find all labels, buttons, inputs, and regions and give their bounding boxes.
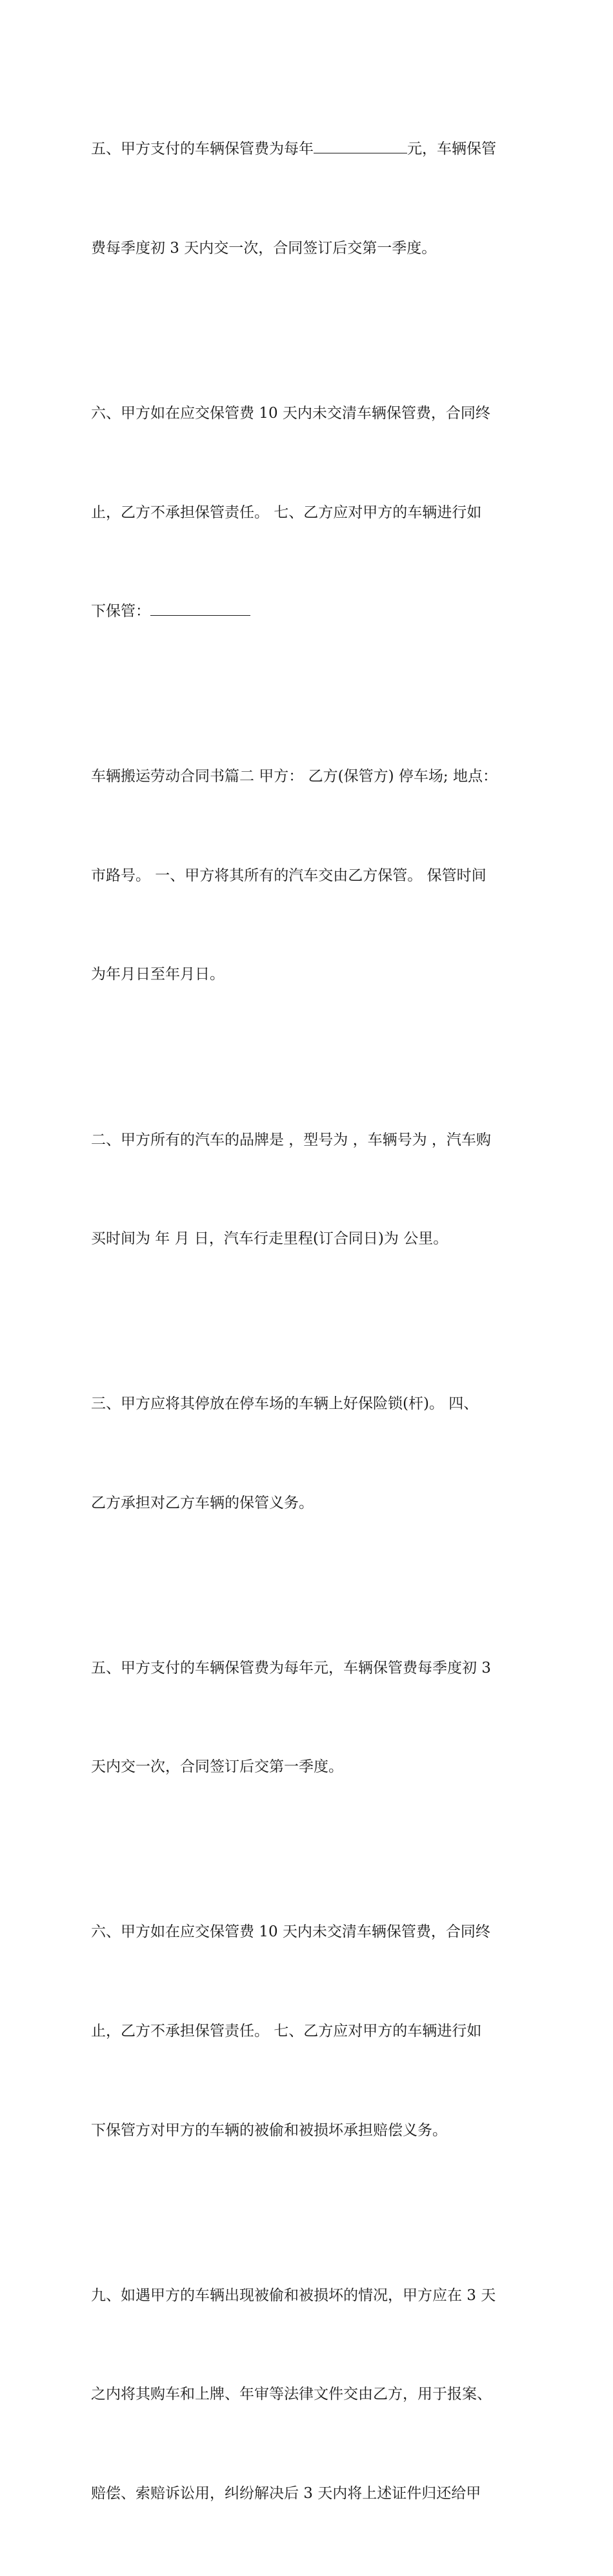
- clause-5-text-end: 元，车辆保管: [407, 141, 496, 158]
- text-line: [91, 133, 525, 166]
- text-line: 止，乙方不承担保管责任。 七、乙方应对甲方的车辆进行如: [91, 2022, 482, 2040]
- clause-5-paragraph: [91, 1586, 525, 1850]
- text-line: 止，乙方不承担保管责任。 七、乙方应对甲方的车辆进行如: [91, 504, 482, 521]
- text-line: 五、甲方支付的车辆保管费为每年元，车辆保管费每季度初 3: [91, 1659, 491, 1676]
- text-line: 买时间为 年 月 日，汽车行走里程(订合同日)为 公里。: [91, 1230, 448, 1248]
- text-line: 二、甲方所有的汽车的品牌是 ，型号为 ，车辆号为 ，汽车购: [91, 1131, 491, 1148]
- fee-amount-blank: [314, 139, 407, 153]
- storage-label: 下保管：: [91, 603, 150, 620]
- text-line: 九、如遇甲方的车辆出现被偷和被损坏的情况，甲方应在 3 天: [91, 2286, 496, 2304]
- text-line: 六、甲方如在应交保管费 10 天内未交清车辆保管费，合同终: [91, 1923, 490, 1941]
- text-line: 之内将其购车和上牌、年审等法律文件交由乙方，用于报案、: [91, 2386, 492, 2403]
- text-line: 费每季度初 3 天内交一次，合同签订后交第一季度。: [91, 240, 437, 257]
- clause-3-4-paragraph: [91, 1322, 525, 1586]
- text-line: 车辆搬运劳动合同书篇二 甲方： 乙方(保管方) 停车场; 地点：: [91, 768, 497, 785]
- text-line: 天内交一次，合同签订后交第一季度。: [91, 1758, 343, 1776]
- text-line: 赔偿、索赔诉讼用，纠纷解决后 3 天内将上述证件归还给甲: [91, 2484, 481, 2502]
- clause-2-paragraph: [91, 1057, 525, 1322]
- storage-method-blank: [150, 601, 250, 616]
- document-body: [91, 67, 525, 2576]
- text-line: 下保管方对甲方的车辆的被偷和被损坏承担赔偿义务。: [91, 2121, 447, 2139]
- clause-5-text-start: 五、甲方支付的车辆保管费为每年: [91, 141, 314, 158]
- text-line: 六、甲方如在应交保管费 10 天内未交清车辆保管费，合同终: [91, 405, 490, 422]
- text-line: [91, 595, 525, 628]
- clause-5-fee-paragraph: [91, 67, 525, 331]
- clause-6-7-paragraph-repeat: [91, 1850, 525, 2213]
- clause-6-7-paragraph: [91, 331, 525, 694]
- text-line: 市路号。 一、甲方将其所有的汽车交由乙方保管。 保管时间: [91, 867, 487, 884]
- clause-9-paragraph: [91, 2213, 525, 2576]
- text-line: 三、甲方应将其停放在停车场的车辆上好保险锁(杆)。 四、: [91, 1395, 479, 1413]
- text-line: 乙方承担对乙方车辆的保管义务。: [91, 1494, 314, 1511]
- contract-2-header-paragraph: [91, 694, 525, 1057]
- text-line: 为年月日至年月日。: [91, 966, 225, 983]
